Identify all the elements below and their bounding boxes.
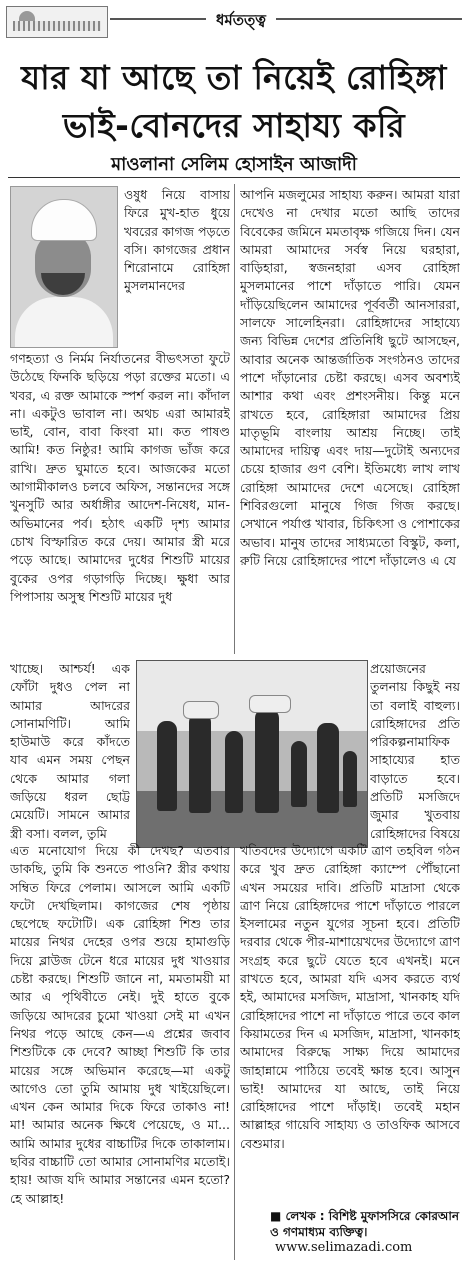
website-link[interactable]: www.selimazadi.com — [275, 1240, 413, 1255]
body-text-col1: গণহত্যা ও নির্মম নির্যাতনের বীভৎসতা ফুটে উঠেছে ফিনকি ছড়িয়ে পড়া রক্তের মতো। এ খবর, এ রক্ত আমাকে স্পর্শ করল না। কাঁদাল না। একটুও ভাবাল না। অথচ এরা আমারই ভাই, বোন, বাবা কিংবা মা। কত পাষণ্ড আমি! কত নিষ্ঠুর! আমি কাগজ ভাঁজ করে রাখি। দ্রুত ঘুমাতে হবে। আজকের মতো আগামীকালও চলবে অফিস, সন্তানদের সঙ্গে খুনসুটি আর অর্ধাঙ্গীর আদেশ-নিষেধ, মান-অভিমানের পর্ব। হঠাৎ একটি দৃশ্য আমার চোখ বিস্ফারিত করে দেয়। আমার স্ত্রী মরে পড়ে আছে। আমাদের দুধের শিশুটি মায়ের বুকের ওপর গড়াগড়ি দিচ্ছে। ক্ষুধা আর পিপাসায় অসুস্থ শিশুটি মায়ের দুধ — [10, 351, 230, 604]
body-text-col2-bottom: খতিবদের উদ্যোগে একটি ত্রাণ তহবিল গঠন করে খুব দ্রুত রোহিঙ্গা ক্যাম্পে পৌঁছানো এখন সময়ের দাবি। প্রতিটি মাদ্রাসা থেকে ত্রাণ নিয়ে রোহিঙ্গাদের পাশে দাঁড়াতে পারলে ইসলামের নতুন যুগের সূচনা হবে। প্রতিটি দরবার থেকে পীর-মাশায়েখদের উদ্যোগে ত্রাণ সংগ্রহ করে ছুটে যেতে হবে এখনই। মনে রাখতে হবে, আমরা যদি এসব করতে ব্যর্থ হই, আমাদের মসজিদ, মাদ্রাসা, খানকাহ যদি রোহিঙ্গাদের পাশে না দাঁড়াতে পারে তবে কাল কিয়ামতের দিন এ মসজিদ, মাদ্রাসা, খানকাহ আমাদের বিরুদ্ধে সাক্ষ্য দিয়ে আমাদের জাহান্নামে পাঠিয়ে তবেই ক্ষান্ত হবে। আসুন ভাই! আমাদের যা আছে, তাই নিয়ে রোহিঙ্গাদের পাশে দাঁড়াই। তবেই মহান আল্লাহর গায়েবি সাহায্য ও তাওফিক আসবে বেশুমার। — [240, 843, 460, 1151]
headline-line2: ভাই-বোনদের সাহায্য করি — [62, 106, 406, 145]
headline-line1: যার যা আছে তা নিয়েই রোহিঙ্গা — [21, 58, 447, 97]
column-divider — [234, 184, 235, 654]
body-text-col2: আপনি মজলুমের সাহায্য করুন। আমরা যারা দেখেও না দেখার মতো আছি তাদের বিবেকের জমিনে মমতাবৃক্ষ গজিয়ে দিন। যেন আমরা আমাদের সর্বস্ব নিয়ে ঘরহারা, বাড়িহারা, স্বজনহারা এসব রোহিঙ্গা মুসলমানের পাশে দাঁড়াতে পারি। যেমন দাঁড়িয়েছিলেন আমাদের পূর্ববর্তী আনসাররা, সালফে সালেহিনরা। রোহিঙ্গাদের সাহায্যে জন্য বিভিন্ন দেশের প্রতিনিধি ছুটে আসছেন, আবার অনেক আন্তর্জাতিক সংগঠনও তাদের পাশে দাঁড়ানোর চেষ্টা করছে। এসব অবশ্যই আশার কথা এবং প্রশংসনীয়। কিন্তু মনে রাখতে হবে, রোহিঙ্গারা আমাদের প্রিয় মাতৃভূমি বাংলায় আশ্রয় নিচ্ছে। তাই আমাদের দায়িত্ব এবং দায়—দুটোই অন্যদের চেয়ে হাজার গুণ বেশি। ইতিমধ্যে লাখ লাখ রোহিঙ্গা আমাদের দেশে এসেছে। রোহিঙ্গা শিবিরগুলো মানুষে গিজ গিজ করছে। সেখানে পর্যাপ্ত খাবার, চিকিৎসা ও পোশাকের অভাব। মানুষ তাদের সাধ্যমতো বিস্কুট, কলা, রুটি নিয়ে রোহিঙ্গাদের পাশে দাঁড়ালেও এ যে — [240, 187, 460, 568]
page-header — [6, 6, 462, 40]
building-icon — [13, 21, 101, 31]
author-credit: ■ লেখক : বিশিষ্ট মুফাসসিরে কোরআন ও গণমাধ্যম ব্যক্তিত্ব। — [270, 1209, 460, 1239]
header-rule — [110, 18, 462, 20]
author-byline: মাওলানা সেলিম হোসাইন আজাদী — [111, 154, 357, 175]
section-label: ধর্মতত্ত্ব — [206, 9, 276, 34]
body-text-col1-bottom: এত মনোযোগ দিয়ে কী দেখছ? এতবার ডাকছি, তুমি কি শুনতে পাওনি? স্ত্রীর কথায় সম্বিত ফিরে পেলাম। আসলে আমি একটি ফটো দেখছিলাম। কাগজের শেষ পৃষ্ঠায় ছেপেছে ফটোটি। এক রোহিঙ্গা শিশু তার মায়ের নিথর দেহের ওপর শুয়ে হামাগুড়ি দিয়ে ব্লাউজ টেনে ধরে মায়ের দুধ খাওয়ার চেষ্টা করছে। শিশুটি জানে না, মমতাময়ী মা আর এ পৃথিবীতে নেই। দুই হাতে বুকে জড়িয়ে আদরের চুমো খাওয়া সেই মা এখন নিথর পড়ে আছে কেন—এ প্রশ্নের জবাব শিশুটিকে কে দেবে? আচ্ছা শিশুটি কি তার মায়ের সঙ্গে অভিমান করেছে—মা একটু আগেও তো তুমি আমায় দুধ খাইয়েছিলে। এখন কেন আমার দিকে ফিরে তাকাও না! মা! আমার অনেক ক্ষিধে পেয়েছে, ও মা... আমি আমার দুধের বাচ্চাটির দিকে তাকালাম। ছবির বাচ্চাটি তো আমার সোনামণির মতোই। হায়! আজ যদি আমার সন্তানের এমন হতো? হে আল্লাহ! — [10, 843, 230, 1206]
refugees-photo — [136, 660, 368, 848]
column-divider — [234, 840, 235, 1260]
body-text-col2-beside-photo: প্রয়োজনের তুলনায় কিছুই নয় তা বলাই বাহুল্য। রোহিঙ্গাদের প্রতি পরিকল্পনামাফিক সাহায্যের হাত বাড়াতে হবে। প্রতিটি মসজিদে জুমার খুতবায় রোহিঙ্গাদের বিষয়ে — [370, 661, 460, 840]
divider — [8, 177, 460, 178]
author-portrait — [10, 186, 118, 348]
body-text-col1-beside-photo: খাচ্ছে। আশ্চর্য! এক ফোঁটা দুধও পেল না আমার আদরের সোনামণিটি। আমি হাউমাউ করে কাঁদতে যাব এমন সময় পেছন থেকে আমার গলা জড়িয়ে ধরল ছোট্ট মেয়েটি। সামনে আমার স্ত্রী বসা। বলল, তুমি — [10, 661, 130, 840]
body-text-col1-beside-portrait: ওষুধ নিয়ে বাসায় ফিরে মুখ-হাত ধুয়ে খবরের কাগজ পড়তে বসি। কাগজের প্রধান শিরোনামে রোহিঙ্গা মুসলমানদের — [124, 187, 230, 294]
dome-icon — [19, 11, 35, 21]
prayer-cap-icon — [31, 199, 97, 241]
newspaper-logo — [6, 6, 108, 38]
